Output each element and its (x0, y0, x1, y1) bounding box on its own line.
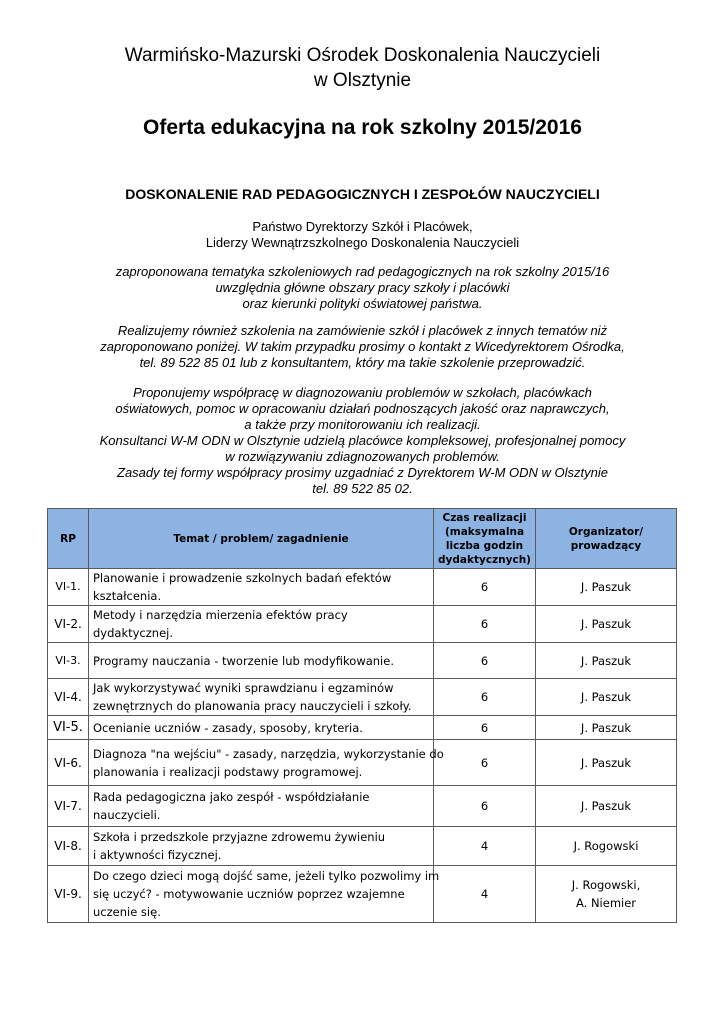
topic-line: Jak wykorzystywać wyniki sprawdzianu i egzaminów (93, 681, 394, 695)
paragraph-line: zaproponowana tematyka szkoleniowych rad pedagogicznych na rok szkolny 2015/16 (115, 264, 610, 279)
addressee (0, 219, 725, 251)
cell-hours: 4 (434, 866, 536, 923)
topic-line: uczenie się. (93, 905, 161, 919)
custom-training-paragraph (0, 323, 725, 371)
topic-line: zewnętrznych do planowania pracy nauczycieli i szkoły. (93, 699, 412, 713)
institution-line-1: Warmińsko-Mazurski Ośrodek Doskonalenia Nauczycieli (124, 45, 601, 66)
cell-organizer: J. Paszuk (536, 716, 677, 740)
table-row (48, 643, 677, 679)
institution-line-2: w Olsztynie (313, 70, 412, 91)
hours-header-line: (maksymalna (444, 525, 525, 538)
topic-line: kształcenia. (93, 589, 162, 603)
cell-topic (89, 679, 434, 716)
cell-hours: 6 (434, 643, 536, 679)
cell-organizer: J. Paszuk (536, 679, 677, 716)
paragraph-line: uwzględnia główne obszary pracy szkoły i placówki (215, 280, 510, 295)
cell-hours: 6 (434, 786, 536, 827)
cell-rp: VI-8. (48, 827, 89, 866)
cell-rp: VI-2. (48, 606, 89, 643)
cell-topic (89, 569, 434, 606)
table-row (48, 606, 677, 643)
hours-header-line: liczba godzin (445, 539, 524, 552)
cell-hours: 6 (434, 606, 536, 643)
cell-rp: VI-5. (48, 716, 89, 740)
hours-header-line: dydaktycznych) (438, 553, 531, 566)
paragraph-line: Proponujemy współpracę w diagnozowaniu problemów w szkołach, placówkach (133, 385, 592, 400)
paragraph-line: w rozwiązywaniu zdiagnozowanych problemów. (225, 449, 500, 464)
column-header-hours (434, 509, 536, 569)
cell-organizer: J. Paszuk (536, 643, 677, 679)
paragraph-line: Konsultanci W-M ODN w Olsztynie udzielą placówce kompleksowej, profesjonalnej pomocy (99, 433, 626, 448)
cell-topic: Ocenianie uczniów - zasady, sposoby, kryteria. (89, 716, 434, 740)
topic-line: i aktywności fizycznej. (93, 848, 222, 862)
cell-hours: 6 (434, 569, 536, 606)
cell-topic: Programy nauczania - tworzenie lub modyfikowanie. (89, 643, 434, 679)
cell-hours: 6 (434, 740, 536, 786)
addressee-line-2: Liderzy Wewnątrzszkolnego Doskonalenia Nauczycieli (205, 235, 520, 250)
cell-organizer: J. Rogowski (536, 827, 677, 866)
organizer-line: A. Niemier (575, 896, 637, 910)
table-header-row (48, 509, 677, 569)
cooperation-paragraph (0, 385, 725, 497)
paragraph-line: tel. 89 522 85 02. (312, 481, 413, 496)
cell-organizer: J. Paszuk (536, 786, 677, 827)
table-row (48, 827, 677, 866)
offer-table (47, 508, 677, 923)
cell-topic: Metody i narzędzia mierzenia efektów pracy dydaktycznej. (89, 606, 434, 643)
paragraph-line: a także przy monitorowaniu ich realizacji. (244, 417, 481, 432)
topic-line: się uczyć? - motywowanie uczniów poprzez wzajemne (93, 887, 405, 901)
table-row (48, 866, 677, 923)
cell-hours: 4 (434, 827, 536, 866)
institution-name (0, 43, 725, 93)
paragraph-line: tel. 89 522 85 01 lub z konsultantem, który ma takie szkolenie przeprowadzić. (139, 355, 586, 370)
paragraph-line: zaproponowano poniżej. W takim przypadku prosimy o kontakt z Wicedyrektorem Ośrodka, (100, 339, 625, 354)
cell-hours: 6 (434, 716, 536, 740)
topic-line: Diagnoza "na wejściu" - zasady, narzędzia, wykorzystanie do (93, 746, 444, 761)
column-header-rp: RP (48, 509, 89, 569)
cell-topic: Rada pedagogiczna jako zespół - współdziałanie nauczycieli. (89, 786, 434, 827)
hours-header-line: Czas realizacji (442, 511, 527, 524)
organizer-line: J. Rogowski, (571, 878, 641, 892)
cell-rp: VI-9. (48, 866, 89, 923)
cell-organizer (536, 866, 677, 923)
cell-rp: VI-1. (48, 569, 89, 606)
page-title: Oferta edukacyjna na rok szkolny 2015/2016 (143, 116, 582, 139)
paragraph-line: oraz kierunki polityki oświatowej państwa. (242, 296, 483, 311)
topic-line: Do czego dzieci mogą dojść same, jeżeli tylko pozwolimy im (93, 869, 440, 883)
paragraph-line: oświatowych, pomoc w opracowaniu działań podnoszących jakość oraz naprawczych, (115, 401, 610, 416)
topic-line: Planowanie i prowadzenie szkolnych badań efektów (93, 571, 392, 585)
table-row (48, 740, 677, 786)
table-row (48, 679, 677, 716)
cell-organizer: J. Paszuk (536, 740, 677, 786)
column-header-topic: Temat / problem/ zagadnienie (89, 509, 434, 569)
cell-rp: VI-7. (48, 786, 89, 827)
cell-topic (89, 866, 440, 923)
column-header-organizer: Organizator/ prowadzący (536, 509, 677, 569)
table-row (48, 716, 677, 740)
intro-paragraph (0, 264, 725, 312)
cell-rp: VI-3. (48, 643, 89, 679)
cell-organizer: J. Paszuk (536, 606, 677, 643)
topic-line: Szkoła i przedszkole przyjazne zdrowemu żywieniu (93, 830, 386, 844)
cell-topic (89, 827, 434, 866)
paragraph-line: Zasady tej formy współpracy prosimy uzgadniać z Dyrektorem W-M ODN w Olsztynie (117, 465, 608, 480)
topic-line: planowania i realizacji podstawy programowej. (93, 764, 363, 779)
cell-topic (89, 740, 444, 786)
section-heading: DOSKONALENIE RAD PEDAGOGICZNYCH I ZESPOŁÓW NAUCZYCIELI (125, 186, 600, 202)
paragraph-line: Realizujemy również szkolenia na zamówienie szkół i placówek z innych tematów niż (117, 323, 608, 338)
cell-hours: 6 (434, 679, 536, 716)
cell-rp: VI-6. (48, 740, 89, 786)
table-row (48, 569, 677, 606)
cell-rp: VI-4. (48, 679, 89, 716)
addressee-line-1: Państwo Dyrektorzy Szkół i Placówek, (252, 219, 473, 234)
cell-organizer: J. Paszuk (536, 569, 677, 606)
table-row (48, 786, 677, 827)
